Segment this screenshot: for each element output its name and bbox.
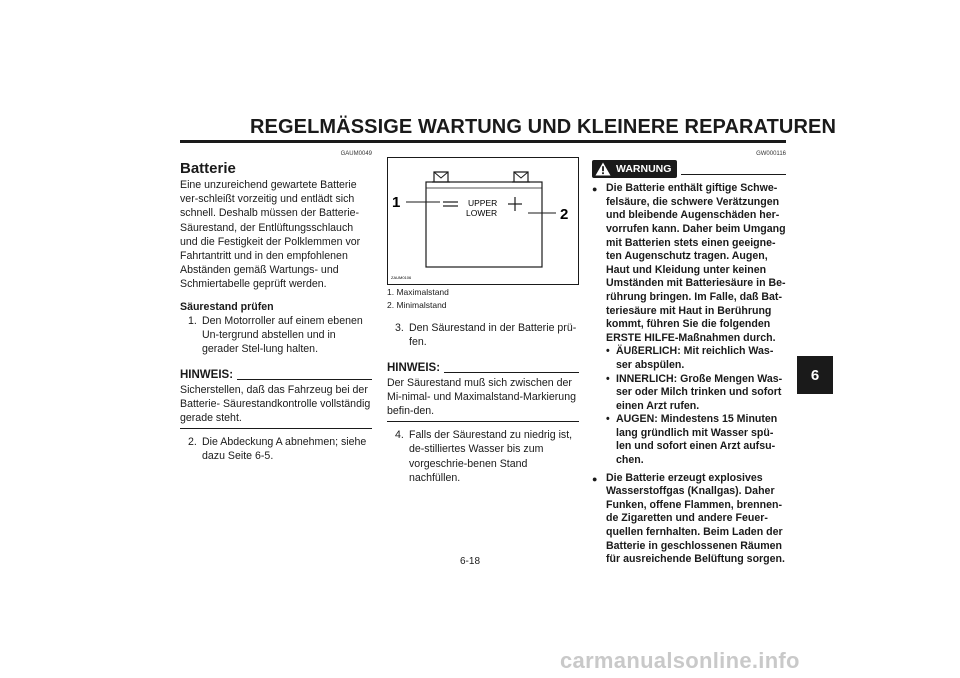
upper-text: UPPER (468, 198, 498, 208)
bullet-dot-icon: ● (592, 473, 598, 484)
figure-label-1: 1 (392, 194, 401, 211)
step-text: Den Motorroller auf einem ebenen Un-tergrund abstellen und in gerader Stel-lung halten. (202, 314, 363, 356)
column-middle (387, 150, 579, 485)
first-aid-eyes (606, 413, 786, 467)
note-label: HINWEIS: (180, 369, 234, 382)
terminal-right (512, 172, 530, 182)
battery-figure (387, 157, 579, 285)
figure-caption-2: 2. Minimalstand (387, 300, 447, 310)
column-left (180, 150, 372, 464)
lower-text: LOWER (466, 208, 498, 218)
section-heading: Batterie (180, 160, 236, 177)
first-aid-text: ÄUßERLICH: Mit reichlich Was-ser abspülen. (616, 345, 774, 371)
warning-rule (681, 174, 786, 175)
terminal-left (432, 172, 450, 182)
step-number: 1. (188, 314, 197, 327)
note-header (180, 368, 372, 382)
warning-text: Die Batterie erzeugt explosives Wasserstoffgas (Knallgas). Daher Funken, offene Flammen, brennen-de Zigaretten und andere Feuer-quellen fernhalten. Beim Laden der Batterie in geschlossenen Räumen für ausreichende Belüftung sorgen. (606, 471, 785, 566)
intro-paragraph: Eine unzureichend gewartete Batterie ver-schleißt vorzeitig und entlädt sich schnell. Deshalb müssen der Batterie-Säurestand, der Entlüftungsschlauch und die Festigkeit der Polklemmen vor Fahrtantritt und in den empfohlenen Abständen gemäß Wartungs- und Schmiertabelle geprüft werden. (180, 179, 361, 291)
page-number: 6-18 (460, 556, 481, 567)
sub-bullet-icon: • (606, 372, 610, 385)
terminal-left-mark (434, 172, 448, 178)
step-2 (188, 435, 372, 463)
note-rule (444, 372, 579, 373)
first-aid-text: INNERLICH: Große Mengen Was-ser oder Milch trinken und sofort einen Arzt rufen. (616, 372, 783, 412)
figure-caption-1: 1. Maximalstand (387, 287, 449, 297)
step-3 (395, 321, 579, 349)
note-text: Sicherstellen, daß das Fahrzeug bei der Batterie- Säurestandkontrolle vollständig gerade steht. (180, 383, 371, 425)
first-aid-external (606, 345, 786, 372)
step-number: 4. (395, 429, 404, 442)
step-1 (188, 314, 372, 357)
section-code: GAUM0049 (340, 151, 372, 157)
step-text: Die Abdeckung A abnehmen; siehe dazu Seite 6-5. (202, 436, 367, 463)
step-text: Falls der Säurestand zu niedrig ist, de-stilliertes Wasser bis zum vorgeschrie-benen Stand nachfüllen. (409, 429, 573, 484)
warning-text: Die Batterie enthält giftige Schwe-felsäure, die schwere Verätzungen und bleibende Augenschäden her-vorrufen kann. Daher beim Umgang mit Batterien stets einen geeigne-ten Augenschutz tragen. Augen, Haut und Kleidung unter keinen Umständen mit Batteriesäure in Be-rührung bringen. Im Falle, daß Bat-teriesäure mit Haut in Berührung kommt, führen Sie die folgenden ERSTE HILFE-Maßnahmen durch. (606, 182, 786, 344)
header-rule (180, 140, 786, 143)
warning-bullet-1 (592, 182, 786, 345)
note-header (387, 361, 579, 375)
step-number: 3. (395, 322, 404, 334)
first-aid-text: AUGEN: Mindestens 15 Minuten lang gründlich mit Wasser spü-len und sofort einen Arzt aufsu-chen. (616, 413, 778, 467)
sub-bullet-icon: • (606, 345, 610, 358)
warning-badge (592, 160, 677, 178)
step-number: 2. (188, 436, 197, 449)
figure-label-2: 2 (560, 206, 569, 223)
subheading: Säurestand prüfen (180, 300, 274, 313)
page-title: REGELMÄSSIGE WARTUNG UND KLEINERE REPARATUREN (250, 116, 837, 138)
note-end-rule (180, 428, 372, 429)
warning-triangle-icon (595, 162, 611, 176)
battery-illustration (388, 158, 578, 284)
first-aid-internal (606, 373, 786, 414)
section-tab: 6 (797, 356, 833, 394)
note-rule (237, 379, 372, 380)
step-4 (395, 428, 579, 485)
warning-code: GW000116 (756, 151, 786, 157)
terminal-right-mark (514, 172, 528, 178)
step-text: Den Säurestand in der Batterie prü-fen. (409, 322, 577, 349)
column-right (592, 150, 786, 567)
note-end-rule (387, 421, 579, 422)
watermark: carmanualsonline.info (560, 648, 800, 673)
warning-bullet-2 (592, 472, 786, 567)
note-label: HINWEIS: (387, 362, 441, 375)
warning-header (592, 160, 786, 178)
note-text: Der Säurestand muß sich zwischen der Mi-nimal- und Maximalstand-Markierung befin-den. (387, 376, 576, 418)
bullet-dot-icon: ● (592, 184, 598, 195)
warning-label: WARNUNG (616, 163, 672, 175)
figure-code: ZAUM0106 (391, 275, 412, 280)
sub-bullet-icon: • (606, 413, 610, 426)
battery-body (426, 182, 542, 267)
